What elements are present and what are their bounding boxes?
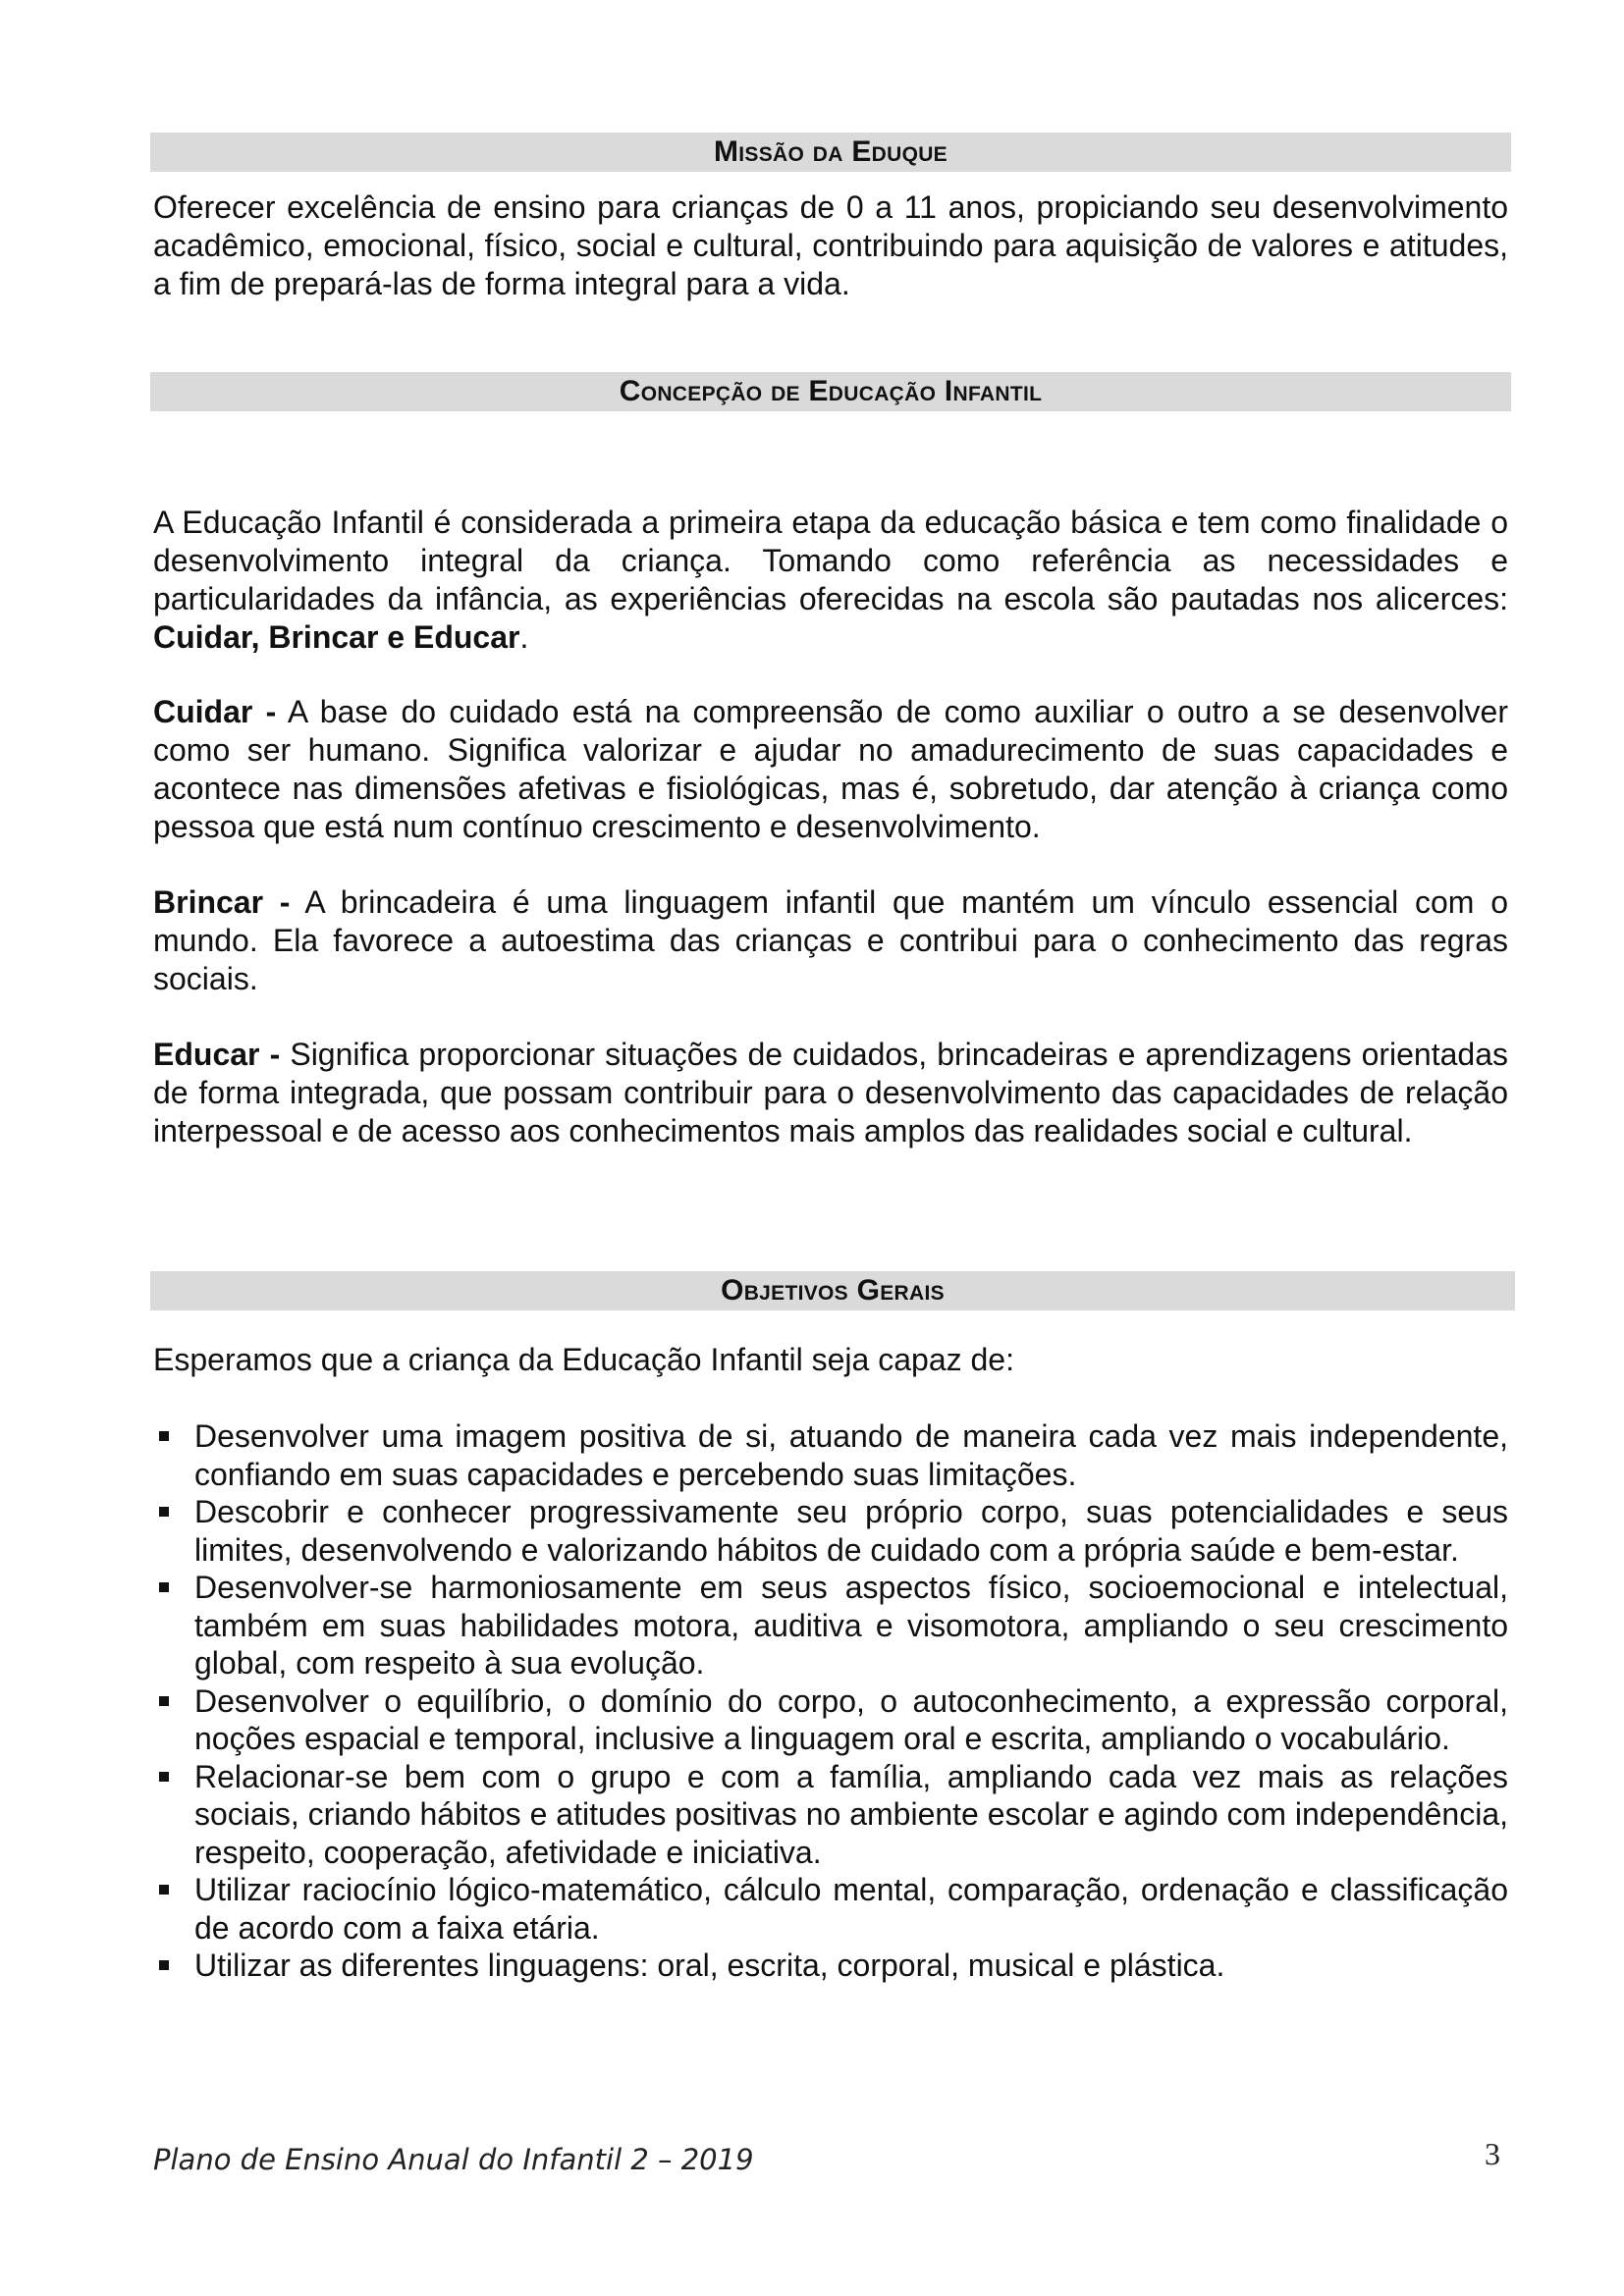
concept-intro-end: . <box>519 619 529 655</box>
page-number: 3 <box>1485 2136 1500 2171</box>
bullet-square-icon <box>159 1960 169 1970</box>
mission-text: Oferecer excelência de ensino para crianças de 0 a 11 anos, propiciando seu desenvolvimento acadêmico, emocional, físico, social e cultural, contribuindo para aquisição de valores e atitudes, a fim de prepará-las de forma integral para a vida. <box>153 189 1508 301</box>
brincar-paragraph <box>153 883 1508 998</box>
list-item <box>153 1569 1508 1682</box>
objectives-intro: Esperamos que a criança da Educação Infantil seja capaz de: <box>153 1342 1014 1377</box>
brincar-label: Brincar - <box>153 884 291 920</box>
list-item <box>153 1947 1508 1985</box>
concept-heading <box>150 372 1511 411</box>
educar-label: Educar - <box>153 1037 281 1072</box>
objectives-list <box>153 1417 1508 1985</box>
brincar-text: A brincadeira é uma linguagem infantil que mantém um vínculo essencial com o mundo. Ela favorece a autoestima das crianças e contribui para o conhecimento das regras sociais. <box>153 884 1509 996</box>
bullet-square-icon <box>159 1582 169 1592</box>
objectives-heading <box>150 1271 1515 1310</box>
concept-heading-text: Concepção de Educação Infantil <box>619 375 1043 407</box>
objectives-heading-text: Objetivos Gerais <box>721 1274 945 1307</box>
concept-intro-text: A Educação Infantil é considerada a primeira etapa da educação básica e tem como finalidade o desenvolvimento integral da criança. Tomando como referência as necessidades e particularidades da infância, as experiências oferecidas na escola são pautadas nos alicerces: <box>153 505 1508 616</box>
bullet-square-icon <box>159 1431 169 1441</box>
mission-heading-text: Missão da Eduque <box>714 135 947 168</box>
list-item-text: Utilizar as diferentes linguagens: oral, escrita, corporal, musical e plástica. <box>194 1948 1225 1983</box>
list-item <box>153 1758 1508 1872</box>
list-item-text: Desenvolver-se harmoniosamente em seus aspectos físico, socioemocional e intelectual, também em suas habilidades motora, auditiva e visomotora, ampliando o seu crescimento global, com respeito à sua evolução. <box>194 1570 1508 1681</box>
bullet-square-icon <box>159 1885 169 1895</box>
bullet-square-icon <box>159 1507 169 1517</box>
cuidar-label: Cuidar - <box>153 694 277 729</box>
list-item <box>153 1417 1508 1493</box>
footer-title: Plano de Ensino Anual do Infantil 2 – 2019 <box>153 2143 754 2176</box>
bullet-square-icon <box>159 1696 169 1706</box>
concept-intro-bold: Cuidar, Brincar e Educar <box>153 619 520 655</box>
cuidar-text: A base do cuidado está na compreensão de como auxiliar o outro a se desenvolver como ser humano. Significa valorizar e ajudar no amadurecimento de suas capacidades e acontece nas dimensões afetivas e fisiológicas, mas é, sobretudo, dar atenção à criança como pessoa que está num contínuo crescimento e desenvolvimento. <box>153 694 1509 844</box>
educar-paragraph <box>153 1036 1508 1150</box>
list-item <box>153 1871 1508 1947</box>
list-item-text: Desenvolver uma imagem positiva de si, atuando de maneira cada vez mais independente, confiando em suas capacidades e percebendo suas limitações. <box>194 1418 1508 1492</box>
list-item <box>153 1682 1508 1758</box>
list-item-text: Utilizar raciocínio lógico-matemático, cálculo mental, comparação, ordenação e classificação de acordo com a faixa etária. <box>194 1872 1508 1946</box>
educar-text: Significa proporcionar situações de cuidados, brincadeiras e aprendizagens orientadas de forma integrada, que possam contribuir para o desenvolvimento das capacidades de relação interpessoal e de acesso aos conhecimentos mais amplos das realidades social e cultural. <box>153 1037 1509 1148</box>
list-item-text: Relacionar-se bem com o grupo e com a família, ampliando cada vez mais as relações sociais, criando hábitos e atitudes positivas no ambiente escolar e agindo com independência, respeito, cooperação, afetividade e iniciativa. <box>194 1758 1508 1870</box>
list-item-text: Descobrir e conhecer progressivamente seu próprio corpo, suas potencialidades e seus limites, desenvolvendo e valorizando hábitos de cuidado com a própria saúde e bem-estar. <box>194 1494 1508 1568</box>
cuidar-paragraph <box>153 693 1508 846</box>
concept-intro <box>153 504 1508 657</box>
bullet-square-icon <box>159 1772 169 1782</box>
list-item-text: Desenvolver o equilíbrio, o domínio do corpo, o autoconhecimento, a expressão corporal, noções espacial e temporal, inclusive a linguagem oral e escrita, ampliando o vocabulário. <box>194 1682 1508 1756</box>
list-item <box>153 1493 1508 1569</box>
mission-heading <box>150 133 1511 172</box>
